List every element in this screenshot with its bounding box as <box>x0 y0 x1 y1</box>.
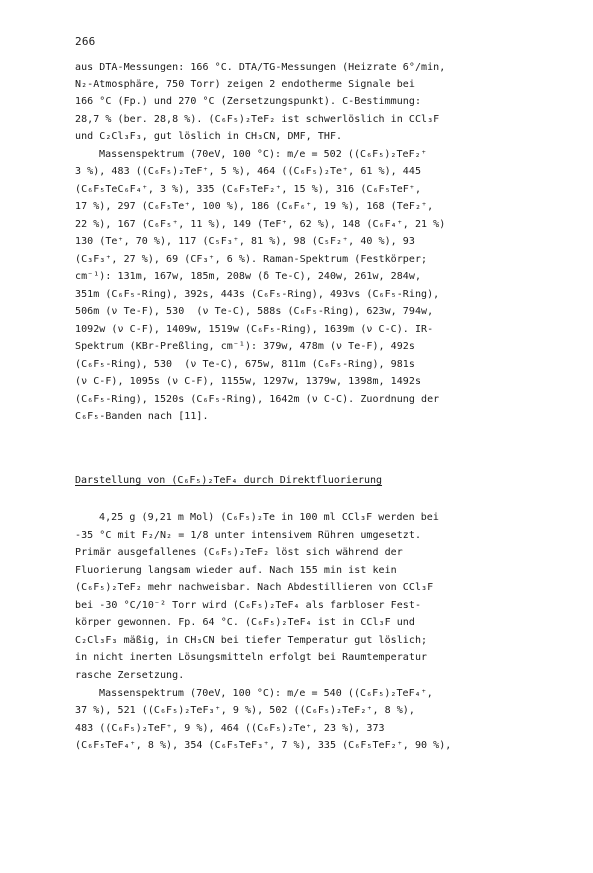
text-line: Spektrum (KBr-Preßling, cm⁻¹): 379w, 478m (ν Te-F), 492s <box>75 341 415 352</box>
text-line: 17 %), 297 (C₆F₅Te⁺, 100 %), 186 (C₆F₆⁺, 19 %), 168 (TeF₂⁺, <box>75 201 434 212</box>
text-line: C₂Cl₃F₃ mäßig, in CH₃CN bei tiefer Temperatur gut löslich; <box>75 635 428 646</box>
text-line: 1092w (ν C-F), 1409w, 1519w (C₆F₅-Ring), 1639m (ν C-C). IR- <box>75 324 434 335</box>
text-line: körper gewonnen. Fp. 64 °C. (C₆F₅)₂TeF₄ ist in CCl₃F und <box>75 617 415 628</box>
text-line: 3 %), 483 ((C₆F₅)₂TeF⁺, 5 %), 464 ((C₆F₅)₂Te⁺, 61 %), 445 <box>75 166 422 177</box>
text-line: -35 °C mit F₂/N₂ = 1/8 unter intensivem Rühren umgesetzt. <box>75 530 422 541</box>
text-line: aus DTA-Messungen: 166 °C. DTA/TG-Messungen (Heizrate 6°/min, <box>75 62 446 73</box>
text-line: (C₆F₅TeC₆F₄⁺, 3 %), 335 (C₆F₅TeF₂⁺, 15 %), 316 (C₆F₅TeF⁺, <box>75 184 422 195</box>
text-line: bei -30 °C/10⁻² Torr wird (C₆F₅)₂TeF₄ als farbloser Fest- <box>75 600 422 611</box>
text-line: C₆F₅-Banden nach [11]. <box>75 411 209 422</box>
text-line: 4,25 g (9,21 m Mol) (C₆F₅)₂Te in 100 ml CCl₃F werden bei <box>99 512 439 523</box>
page-number: 266 <box>75 35 96 48</box>
text-line: 37 %), 521 ((C₆F₅)₂TeF₃⁺, 9 %), 502 ((C₆F₅)₂TeF₂⁺, 8 %), <box>75 705 415 716</box>
text-line: rasche Zersetzung. <box>75 670 185 681</box>
text-line: (C₆F₅)₂TeF₂ mehr nachweisbar. Nach Abdestillieren von CCl₃F <box>75 582 434 593</box>
text-line: in nicht inerten Lösungsmitteln erfolgt bei Raumtemperatur <box>75 652 428 663</box>
section-heading: Darstellung von (C₆F₅)₂TeF₄ durch Direktfluorierung <box>75 475 383 486</box>
text-line: cm⁻¹): 131m, 167w, 185m, 208w (δ Te-C), 240w, 261w, 284w, <box>75 271 422 282</box>
text-line: (C₆F₅-Ring), 530 (ν Te-C), 675w, 811m (C₆F₅-Ring), 981s <box>75 359 415 370</box>
text-line: (C₆F₅TeF₄⁺, 8 %), 354 (C₆F₅TeF₃⁺, 7 %), 335 (C₆F₅TeF₂⁺, 90 %), <box>75 740 452 751</box>
text-line: (C₃F₃⁺, 27 %), 69 (CF₃⁺, 6 %). Raman-Spektrum (Festkörper; <box>75 254 428 265</box>
text-line: 130 (Te⁺, 70 %), 117 (C₅F₃⁺, 81 %), 98 (C₅F₂⁺, 40 %), 93 <box>75 236 415 247</box>
text-line: Massenspektrum (70eV, 100 °C): m/e = 502 ((C₆F₅)₂TeF₂⁺ <box>99 149 427 160</box>
text-line: 351m (C₆F₅-Ring), 392s, 443s (C₆F₅-Ring), 493vs (C₆F₅-Ring), <box>75 289 440 300</box>
text-line: (ν C-F), 1095s (ν C-F), 1155w, 1297w, 1379w, 1398m, 1492s <box>75 376 422 387</box>
text-line: 506m (ν Te-F), 530 (ν Te-C), 588s (C₆F₅-Ring), 623w, 794w, <box>75 306 434 317</box>
text-line: (C₆F₅-Ring), 1520s (C₆F₅-Ring), 1642m (ν C-C). Zuordnung der <box>75 394 440 405</box>
text-line: und C₂Cl₃F₃, gut löslich in CH₃CN, DMF, THF. <box>75 131 343 142</box>
text-line: N₂-Atmosphäre, 750 Torr) zeigen 2 endotherme Signale bei <box>75 79 415 90</box>
text-line: Fluorierung langsam wieder auf. Nach 155 min ist kein <box>75 565 397 576</box>
text-line: 483 ((C₆F₅)₂TeF⁺, 9 %), 464 ((C₆F₅)₂Te⁺, 23 %), 373 <box>75 723 385 734</box>
text-line: Primär ausgefallenes (C₆F₅)₂TeF₂ löst sich während der <box>75 547 403 558</box>
text-line: Massenspektrum (70eV, 100 °C): m/e = 540 ((C₆F₅)₂TeF₄⁺, <box>99 688 433 699</box>
text-line: 28,7 % (ber. 28,8 %). (C₆F₅)₂TeF₂ ist schwerlöslich in CCl₃F <box>75 114 440 125</box>
text-line: 166 °C (Fp.) und 270 °C (Zersetzungspunkt). C-Bestimmung: <box>75 96 422 107</box>
text-line: 22 %), 167 (C₆F₅⁺, 11 %), 149 (TeF⁺, 62 %), 148 (C₆F₄⁺, 21 %) <box>75 219 446 230</box>
